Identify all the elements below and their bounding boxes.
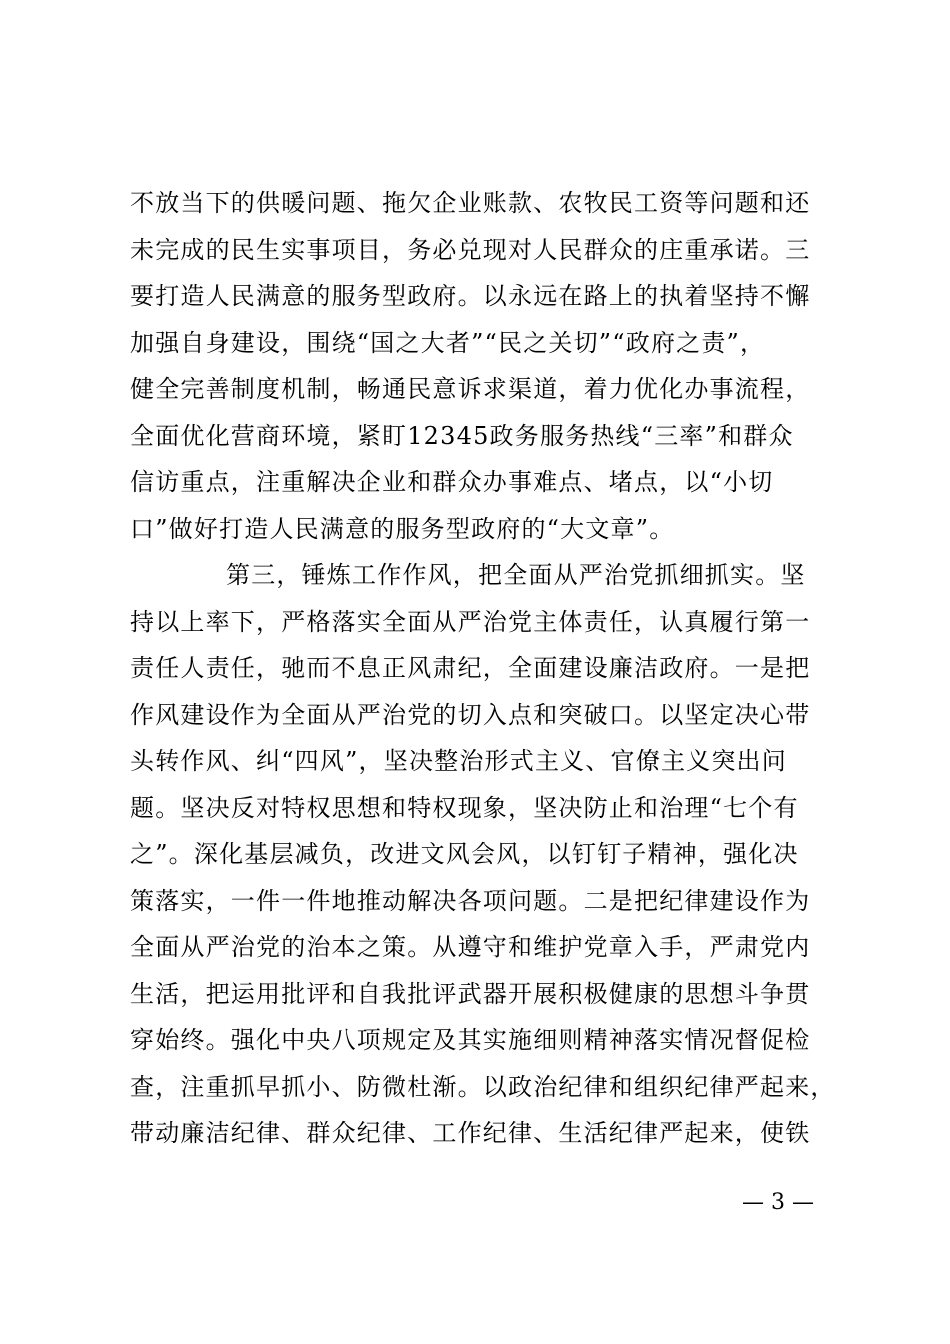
- text-line: 加强自身建设，围绕“国之大者”“民之关切”“政府之责”，: [130, 328, 766, 357]
- text-line: 全面优化营商环境，紧盯12345政务服务热线“三率”和群众: [130, 421, 794, 450]
- text-line: 口”做好打造人民满意的服务型政府的“大文章”。: [130, 514, 675, 543]
- text-line: 之”。深化基层减负，改进文风会风，以钉钉子精神，强化决: [130, 840, 799, 868]
- text-line: 作风建设作为全面从严治党的切入点和突破口。以坚定决心带: [130, 700, 811, 729]
- body-text: [130, 180, 836, 1157]
- text-line: 持以上率下，严格落实全面从严治党主体责任，认真履行第一: [130, 607, 811, 636]
- text-line: 健全完善制度机制，畅通民意诉求渠道，着力优化办事流程，: [130, 375, 811, 403]
- text-line: 查，注重抓早抓小、防微杜渐。以政治纪律和组织纪律严起来，: [130, 1072, 836, 1101]
- text-line: 穿始终。强化中央八项规定及其实施细则精神落实情况督促检: [130, 1026, 811, 1054]
- paragraph-start-line: 第三，锤炼工作作风，把全面从严治党抓细抓实。坚: [226, 561, 806, 589]
- text-line: 头转作风、纠“四风”，坚决整治形式主义、官僚主义突出问: [130, 747, 787, 775]
- text-line: 全面从严治党的治本之策。从遵守和维护党章入手，严肃党内: [130, 933, 811, 961]
- text-line: 未完成的民生实事项目，务必兑现对人民群众的庄重承诺。三: [130, 235, 811, 264]
- text-line: 要打造人民满意的服务型政府。以永远在路上的执着坚持不懈: [130, 282, 811, 310]
- page-number: — 3 —: [742, 1190, 814, 1215]
- text-line: 不放当下的供暖问题、拖欠企业账款、农牧民工资等问题和还: [130, 189, 811, 217]
- text-line: 责任人责任，驰而不息正风肃纪，全面建设廉洁政府。一是把: [130, 654, 811, 682]
- text-line: 题。坚决反对特权思想和特权现象，坚决防止和治理“七个有: [130, 793, 799, 822]
- text-line: 带动廉洁纪律、群众纪律、工作纪律、生活纪律严起来，使铁: [130, 1119, 811, 1147]
- text-line: 策落实，一件一件地推动解决各项问题。二是把纪律建设作为: [130, 886, 811, 915]
- text-line: 信访重点，注重解决企业和群众办事难点、堵点，以“小切: [130, 468, 774, 496]
- text-line: 生活，把运用批评和自我批评武器开展积极健康的思想斗争贯: [130, 979, 811, 1008]
